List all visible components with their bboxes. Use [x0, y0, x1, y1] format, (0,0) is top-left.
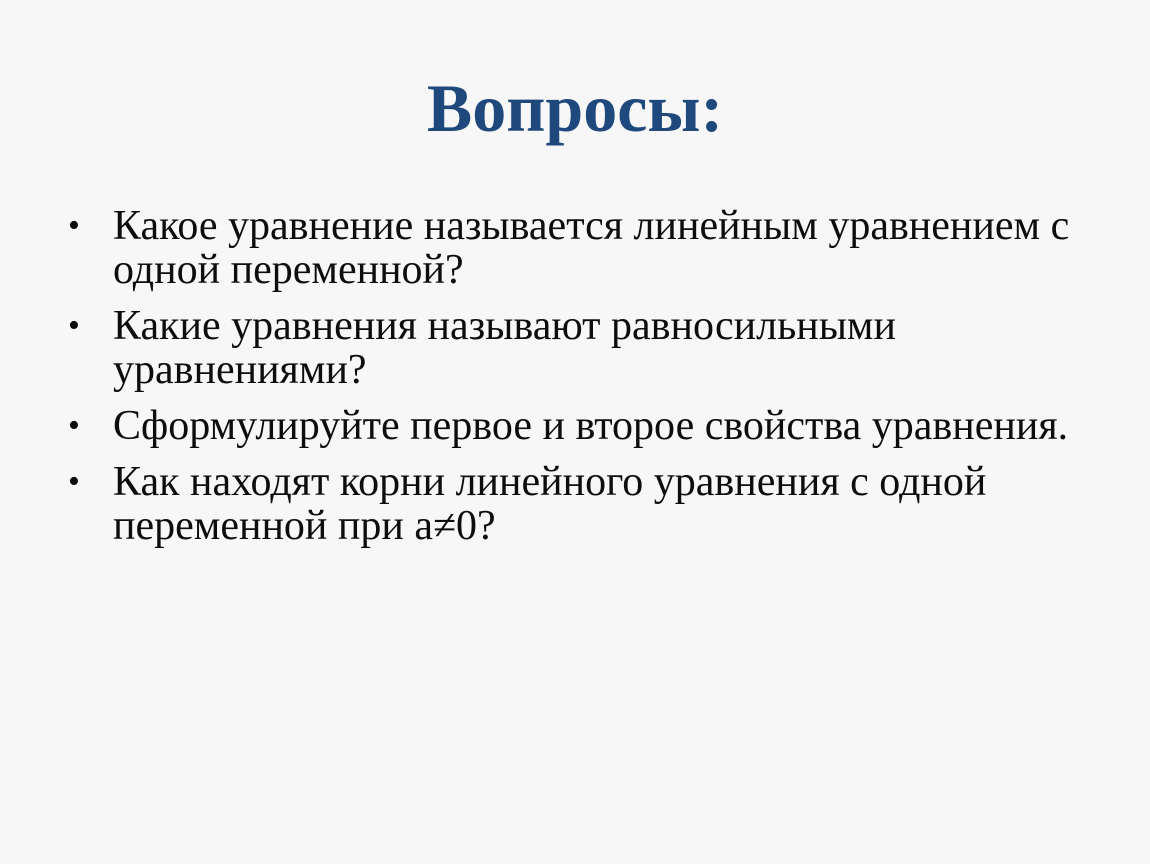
- bullet-icon: •: [68, 463, 80, 500]
- list-item: [64, 204, 1094, 292]
- slide-title: Вопросы:: [426, 70, 724, 146]
- bullet-icon: •: [68, 207, 80, 244]
- list-item: [64, 404, 1094, 448]
- question-text: Какое уравнение называется линейным уравнением с одной переменной?: [113, 203, 1070, 293]
- list-item: [64, 304, 1094, 392]
- question-text: Как находят корни линейного уравнения с одной переменной при a≠0?: [113, 459, 987, 549]
- question-list: [64, 204, 1094, 560]
- list-item: [64, 460, 1094, 548]
- question-text: Какие уравнения называют равносильными уравнениями?: [113, 303, 896, 393]
- bullet-icon: •: [68, 307, 80, 344]
- question-text: Сформулируйте первое и второе свойства уравнения.: [113, 403, 1069, 449]
- bullet-icon: •: [68, 407, 80, 444]
